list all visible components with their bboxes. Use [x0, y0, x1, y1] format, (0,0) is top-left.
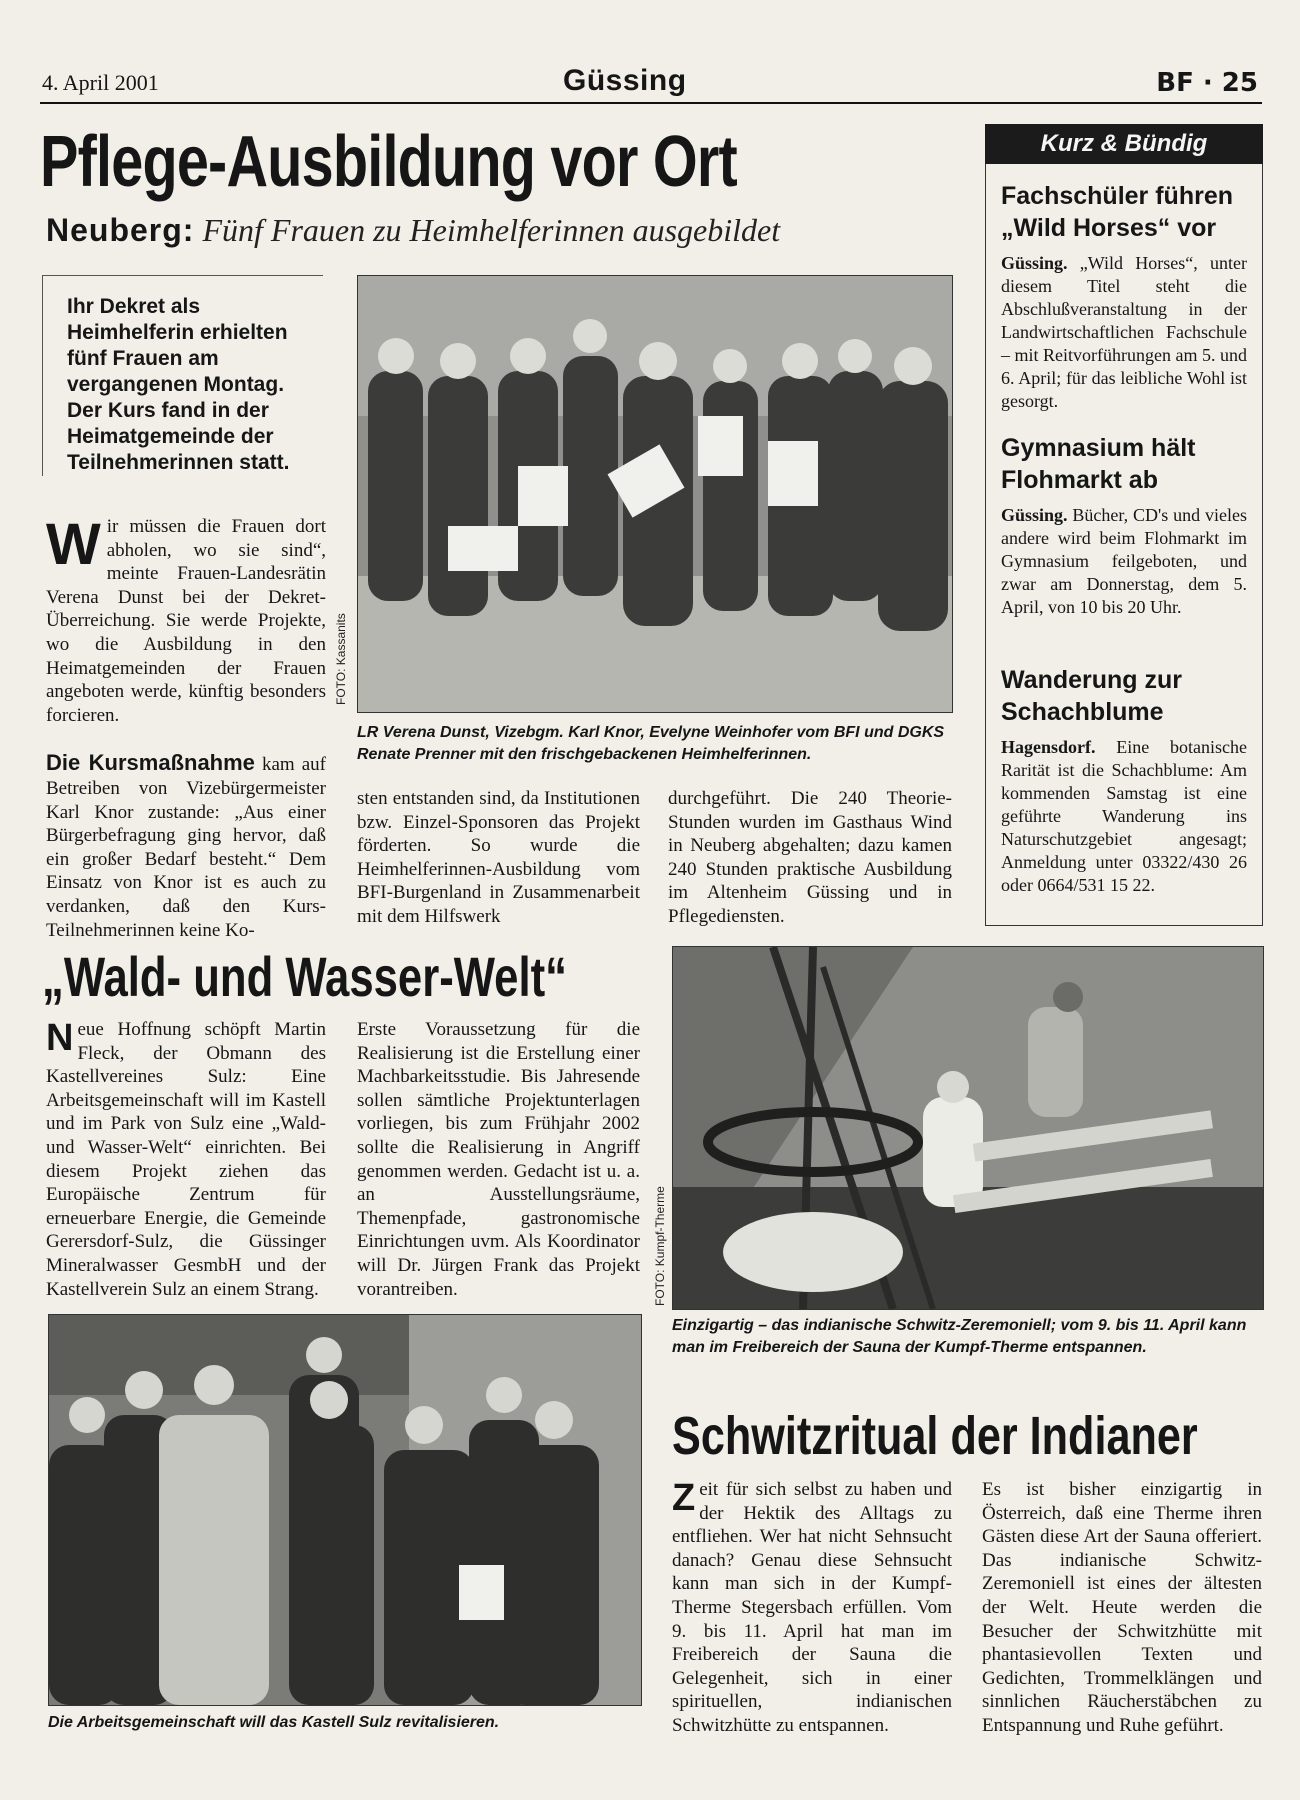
article2-column-2: [357, 1018, 640, 1301]
article1-column-3-text: durchgeführt. Die 240 Theorie-Stunden wurden im Gasthaus Wind in Neuberg abgehalten; dazu kamen 240 Stunden praktische Ausbildung im Altenheim Güssing und in Pflegediensten.: [668, 788, 952, 927]
group-photo-heimhelferinnen: [357, 275, 953, 713]
section-title: Güssing: [563, 64, 687, 97]
dropcap: Z: [672, 1477, 696, 1519]
kurz-buendig-banner: Kurz & Bündig: [985, 124, 1263, 164]
article3-column-1-text: eit für sich selbst zu haben und der Hektik des Alltags zu entfliehen. Wer hat nicht Sehnsucht danach? Genau diese Sehnsucht kann man sich in der Kumpf-Therme Stegersbach erfüllen. Vom 9. bis 11. April hat man im Freibereich der Sauna die Gelegenheit, sich in einer spirituellen, indianischen Schwitzhütte zu entspannen.: [672, 1479, 952, 1736]
group-photo-arbeitsgemeinschaft: [48, 1314, 642, 1706]
page-number: BF · 25: [1156, 68, 1258, 98]
schwitzhuette-illustration: [673, 947, 1263, 1309]
article1-paragraph-2: [46, 751, 326, 942]
article1-paragraph-1: ir müssen die Frauen dort abholen, wo sie sind“, meinte Frauen-Landesrätin Verena Dunst bei der Dekret-Überreichung. Sie werde Projekte, wo die Ausbildung in den Heimatgemeinden der Frauen angeboten werde, künftig besonders forcieren.: [46, 516, 326, 726]
article2-column-2-text: Erste Voraussetzung für die Realisierung ist die Erstellung einer Machbarkeitsstudie. Bis Jahresende sollen sämtliche Projektunterlagen vorliegen, bis zum Frühjahr 2002 sollte die Realisierung in Angriff genommen werden. Gedacht ist u. a. an Ausstellungsräume, Themenpfade, gastronomische Einrichtungen uvm. Als Koordinator will Dr. Jürgen Frank das Projekt vorantreiben.: [357, 1019, 640, 1300]
news-item-body: Eine botanische Rarität ist die Schachblume: Am kommenden Samstag ist eine geführte Wanderung ins Naturschutzgebiet angesagt; Anmeldung unter 03322/430 26 oder 0664/531 15 22.: [1001, 737, 1247, 895]
group-photo-illustration: [358, 276, 952, 712]
news-item-body: „Wild Horses“, unter diesem Titel steht die Abschlußveranstaltung in der Landwirtschaftlichen Fachschule – mit Reitvorführungen am 5. und 6. April; für das leibliche Wohl ist gesorgt.: [1001, 253, 1247, 411]
arbeitsgemeinschaft-illustration: [49, 1315, 641, 1705]
caption-schwitzhuette: Einzigartig – das indianische Schwitz-Zeremoniell; vom 9. bis 11. April kann man im Freibereich der Sauna der Kumpf-Therme entspannen.: [672, 1317, 1247, 1356]
photo-credit-kumpf-therme: FOTO: Kumpf-Therme: [653, 1186, 667, 1306]
news-item-title: Wanderung zur Schachblume: [1001, 666, 1183, 726]
article1-column-3: [668, 787, 952, 929]
article1-column-2-text: sten entstanden sind, da Institutionen bzw. Einzel-Sponsoren das Projekt förderten. So wurde die Heimhelferinnen-Ausbildung vom BFI-Burgenland in Zusammenarbeit mit dem Hilfswerk: [357, 788, 640, 927]
news-item-wild-horses: [1001, 180, 1247, 413]
article1-paragraph-2-text: kam auf Betreiben von Vizebürgermeister Karl Knor zustande: „Aus einer Bürgerbefragung ging hervor, daß ein großer Bedarf besteht.“ Dem Einsatz von Knor ist es auch zu verdanken, daß den Kurs-Teilnehmerinnen keine Ko-: [46, 754, 326, 941]
news-item-flohmarkt: [1001, 432, 1247, 619]
news-item-text: [1001, 252, 1247, 413]
article1-column-2: [357, 787, 640, 929]
news-item-text: [1001, 736, 1247, 897]
article3-column-2: [982, 1478, 1262, 1738]
headline-wald-wasser-welt: „Wald- und Wasser-Welt“: [42, 945, 568, 1008]
headline-pflege: Pflege-Ausbildung vor Ort: [40, 122, 737, 202]
news-item-place: Hagensdorf.: [1001, 737, 1096, 757]
dropcap: W: [46, 512, 101, 577]
news-item-schachblume: [1001, 664, 1247, 897]
news-item-text: [1001, 504, 1247, 619]
article3-column-2-text: Es ist bisher einzigartig in Österreich, daß eine Therme ihren Gästen diese Art der Sauna offeriert. Das indianische Schwitz-Zeremoniell ist eines der ältesten der Welt. Heute werden die Besucher der Schwitzhütte mit phantasievollen Texten und Gedichten, Trommelklängen und sinnlichen Räucherstäbchen zu Entspannung und Ruhe geführt.: [982, 1479, 1262, 1736]
photo-credit-kassanits: FOTO: Kassanits: [334, 613, 348, 705]
dropcap: N: [46, 1017, 74, 1059]
subheadline-place: Neuberg:: [46, 212, 195, 248]
article2-column-1-text: eue Hoffnung schöpft Martin Fleck, der Obmann des Kastellvereines Sulz: Eine Arbeitsgemeinschaft will im Kastell und im Park von Sulz eine „Wald- und Wasser-Welt“ einrichten. Bei diesem Projekt ziehen das Europäische Zentrum für erneuerbare Energie, die Gemeinde Gerersdorf-Sulz, die Güssinger Mineralwasser GesmbH und der Kastellverein Sulz an einem Strang.: [46, 1019, 326, 1300]
news-item-title: Fachschüler führen „Wild Horses“ vor: [1001, 182, 1233, 242]
caption-arbeitsgemeinschaft: Die Arbeitsgemeinschaft will das Kastell Sulz revitalisieren.: [48, 1714, 500, 1731]
headline-schwitzritual: Schwitzritual der Indianer: [672, 1406, 1198, 1466]
teaser-box: [42, 275, 323, 476]
article1-column-1: [46, 512, 326, 942]
teaser-text: Ihr Dekret als Heimhelferin erhielten fünf Frauen am vergangenen Montag. Der Kurs fand in der Heimatgemeinde der Teilnehmerinnen statt.: [67, 295, 290, 474]
news-item-place: Güssing.: [1001, 253, 1068, 273]
article2-column-1: [46, 1018, 326, 1301]
subheadline-neuberg: [46, 212, 780, 249]
news-item-body: Bücher, CD's und vieles andere wird beim Flohmarkt im Gymnasium feilgeboten, und zwar am Donnerstag, dem 5. April, von 10 bis 20 Uhr.: [1001, 505, 1247, 617]
runin-kursmassnahme: Die Kursmaßnahme: [46, 750, 255, 776]
issue-date: 4. April 2001: [42, 70, 159, 95]
article3-column-1: [672, 1478, 952, 1738]
news-item-place: Güssing.: [1001, 505, 1068, 525]
header-rule: [40, 102, 1262, 104]
photo-schwitzhuette: [672, 946, 1264, 1310]
news-item-title: Gymnasium hält Flohmarkt ab: [1001, 434, 1196, 494]
subheadline-text: Fünf Frauen zu Heimhelferinnen ausgebildet: [202, 212, 781, 248]
caption-heimhelferinnen: LR Verena Dunst, Vizebgm. Karl Knor, Evelyne Weinhofer vom BFI und DGKS Renate Prenner mit den frischgebackenen Heimhelferinnen.: [357, 724, 945, 763]
